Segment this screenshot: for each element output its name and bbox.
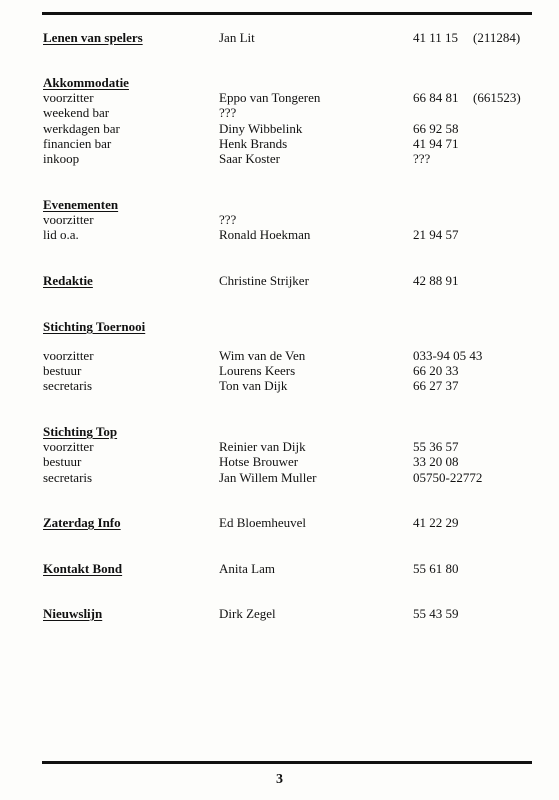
contact-name: Anita Lam [219, 561, 275, 576]
contact-phone: 21 94 57 [413, 227, 459, 243]
contact-phone: 66 27 37 [413, 378, 459, 394]
contact-role: secretaris [43, 378, 93, 394]
section-heading: Zaterdag Info [43, 515, 121, 530]
contact-row [0, 90, 559, 106]
contact-row [0, 378, 559, 394]
contact-name: Saar Koster [219, 151, 281, 166]
section-heading: Lenen van spelers [43, 30, 143, 45]
contact-phone: 55 43 59 [413, 606, 459, 621]
contact-phone: 05750-22772 [413, 469, 483, 485]
contact-row [0, 212, 559, 228]
contact-name: Lourens Keers [219, 363, 296, 379]
contact-phone: 55 61 80 [413, 561, 459, 576]
contact-phone-alt: (211284) [473, 30, 521, 45]
contact-phone: 033-94 05 43 [413, 348, 483, 363]
contact-row [0, 227, 559, 243]
contact-phone: 41 94 71 [413, 135, 459, 151]
contact-name: Dirk Zegel [219, 606, 276, 621]
contact-name: Jan Lit [219, 30, 255, 45]
contact-phone: 55 36 57 [413, 439, 459, 455]
section-heading: Evenementen [43, 197, 119, 212]
section-heading: Akkommodatie [43, 75, 129, 90]
contact-row [0, 136, 559, 152]
contact-phone: 42 88 91 [413, 273, 459, 288]
contact-role: weekend bar [43, 105, 110, 121]
contact-name: Wim van de Ven [219, 348, 306, 363]
contact-name: Diny Wibbelink [219, 120, 303, 136]
contact-name: Ton van Dijk [219, 378, 288, 394]
top-rule [42, 12, 532, 15]
contact-row [0, 105, 559, 121]
contact-row [0, 151, 559, 167]
contact-role: financien bar [43, 135, 112, 151]
contact-phone: 41 22 29 [413, 515, 459, 530]
contact-phone: 66 84 81 [413, 90, 459, 106]
section-heading-line [0, 561, 559, 577]
contact-row [0, 454, 559, 470]
contact-role: bestuur [43, 454, 82, 470]
section-heading-line [0, 424, 559, 440]
contact-name: Reinier van Dijk [219, 439, 306, 455]
contact-role: secretaris [43, 469, 93, 485]
contact-role: bestuur [43, 363, 82, 379]
bottom-rule [42, 761, 532, 764]
contact-role: voorzitter [43, 348, 94, 363]
section-heading-line [0, 319, 559, 335]
contact-phone: 33 20 08 [413, 454, 459, 470]
contact-name: Hotse Brouwer [219, 454, 299, 470]
contact-row [0, 121, 559, 137]
section-heading-line [0, 75, 559, 91]
section-heading: Redaktie [43, 273, 93, 288]
section-heading-line [0, 515, 559, 531]
contact-row [0, 470, 559, 486]
contact-name: ??? [219, 105, 237, 121]
contact-name: Ed Bloemheuvel [219, 515, 307, 530]
section-heading-line [0, 606, 559, 622]
section-heading: Kontakt Bond [43, 561, 123, 576]
contact-name: Jan Willem Muller [219, 469, 317, 485]
section-heading-line [0, 197, 559, 213]
contact-role: voorzitter [43, 439, 94, 455]
section-heading-line [0, 273, 559, 289]
contact-role: voorzitter [43, 90, 94, 106]
contact-phone: 41 11 15 [413, 30, 459, 45]
contact-row [0, 348, 559, 364]
contact-name: Christine Strijker [219, 273, 309, 288]
contact-role: inkoop [43, 151, 80, 166]
contact-phone: 66 20 33 [413, 363, 459, 379]
section-heading: Stichting Toernooi [43, 319, 146, 334]
contact-row [0, 439, 559, 455]
contact-row [0, 363, 559, 379]
contact-role: werkdagen bar [43, 120, 120, 136]
contact-phone: 66 92 58 [413, 120, 459, 136]
section-heading-line [0, 30, 559, 46]
page-number: 3 [276, 772, 283, 787]
section-heading: Nieuwslijn [43, 606, 103, 621]
contact-role: lid o.a. [43, 227, 79, 243]
contact-name: Eppo van Tongeren [219, 90, 321, 106]
contact-role: voorzitter [43, 212, 94, 228]
contact-name: ??? [219, 212, 237, 228]
contact-name: Ronald Hoekman [219, 227, 311, 243]
contact-phone: ??? [413, 151, 431, 166]
contact-phone-alt: (661523) [473, 90, 521, 106]
section-heading: Stichting Top [43, 424, 118, 439]
contact-name: Henk Brands [219, 135, 288, 151]
